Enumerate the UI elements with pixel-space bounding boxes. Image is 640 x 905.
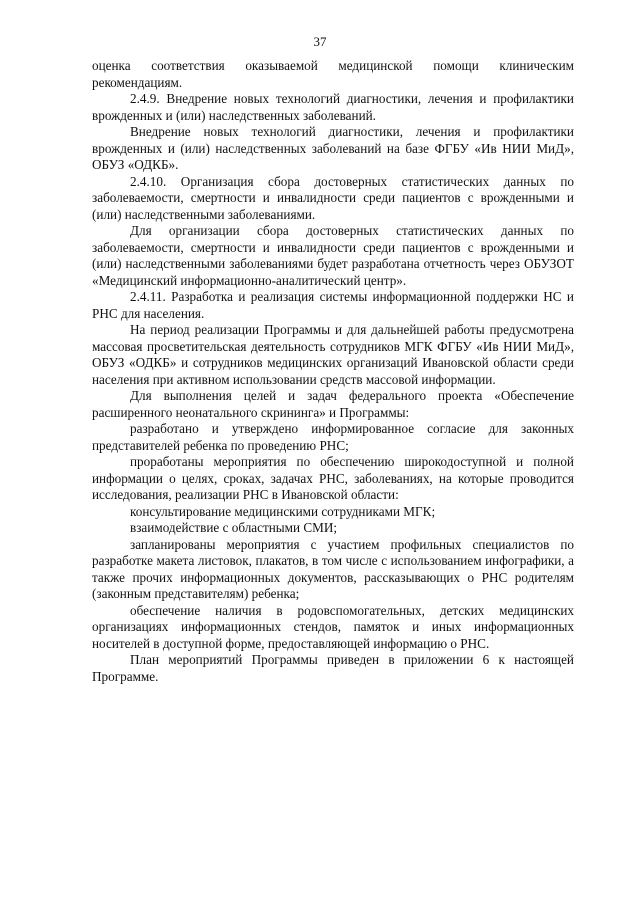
section-heading-2-4-11: 2.4.11. Разработка и реализация системы информационной поддержки НС и РНС для населения.: [92, 289, 574, 321]
list-item: консультирование медицинскими сотрудниками МГК;: [130, 503, 436, 519]
paragraph-continuation: оценка соответствия оказываемой медицинской помощи клиническим рекомендациям.: [92, 58, 574, 90]
paragraph: Для выполнения целей и задач федерального проекта «Обеспечение расширенного неонатального скрининга» и Программы:: [92, 388, 574, 420]
section-heading-2-4-9: 2.4.9. Внедрение новых технологий диагностики, лечения и профилактики врожденных и (или) наследственных заболеваний.: [92, 91, 574, 123]
list-item: обеспечение наличия в родовспомогательных, детских медицинских организациях информационных стендов, памяток и иных информационных носителей в доступной форме, предоставляющей информацию о РНС.: [92, 602, 574, 651]
list-item: взаимодействие с областными СМИ;: [130, 520, 338, 535]
paragraph: На период реализации Программы и для дальнейшей работы предусмотрена массовая просветительская деятельность сотрудников МГК ФГБУ «Ив НИИ МиД», ОБУЗ «ОДКБ» и сотрудников медицинских организаций Ивановской области среди населения при активном использовании средств массовой информации.: [92, 322, 574, 387]
list-item: разработано и утверждено информированное согласие для законных представителей ребенка по проведению РНС;: [92, 421, 574, 453]
paragraph: Для организации сбора достоверных статистических данных по заболеваемости, смертности и инвалидности среди пациентов с врожденными и (или) наследственными заболеваниями будет разработана отчетность через ОБУЗОТ «Медицинский информационно-аналитический центр».: [92, 223, 574, 288]
paragraph: План мероприятий Программы приведен в приложении 6 к настоящей Программе.: [92, 652, 574, 684]
section-heading-2-4-10: 2.4.10. Организация сбора достоверных статистических данных по заболеваемости, смертности и инвалидности среди пациентов с врожденными и (или) наследственными заболеваниями.: [92, 173, 574, 222]
page-number: 37: [313, 34, 327, 49]
list-item: проработаны мероприятия по обеспечению широкодоступной и полной информации о целях, сроках, задачах РНС, заболеваниях, на которые проводится исследования, реализации РНС в Ивановской области:: [92, 454, 574, 502]
list-item: запланированы мероприятия с участием профильных специалистов по разработке макета листовок, плакатов, в том числе с использованием инфографики, а также прочих информационных документов, рассказывающих о РНС родителям (законным представителям) ребенка;: [92, 536, 574, 601]
document-body: [92, 58, 574, 685]
paragraph: Внедрение новых технологий диагностики, лечения и профилактики врожденных и (или) наследственных заболеваний на базе ФГБУ «Ив НИИ МиД», ОБУЗ «ОДКБ».: [92, 124, 574, 172]
